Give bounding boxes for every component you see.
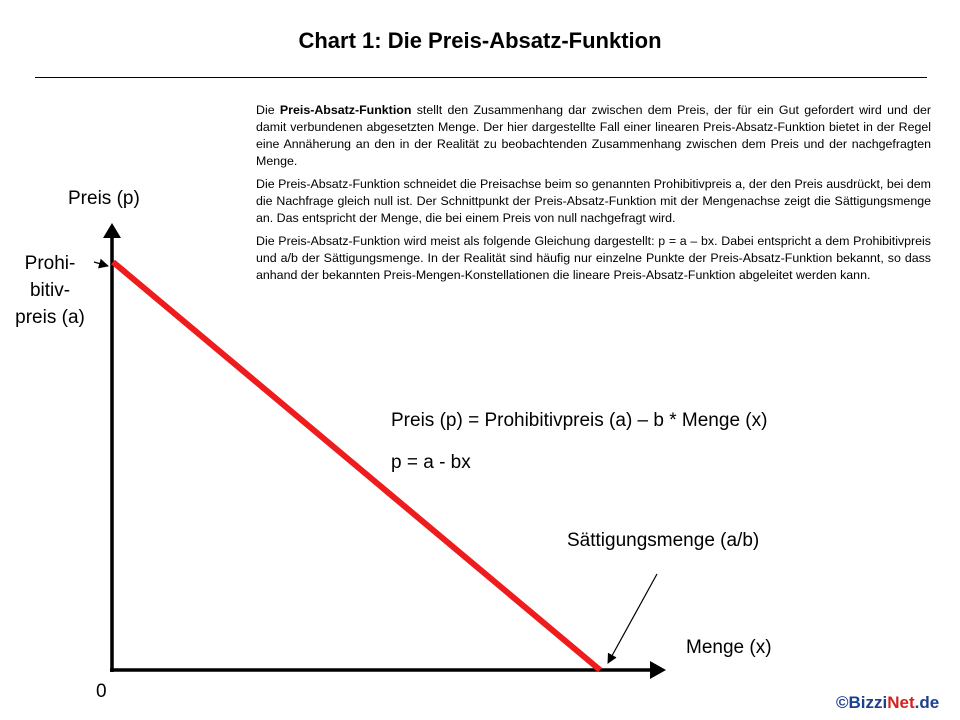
page-title: Chart 1: Die Preis-Absatz-Funktion — [298, 28, 662, 53]
description-p1-bold-term: Preis-Absatz-Funktion — [279, 103, 412, 117]
logo-copyright: © — [836, 693, 849, 712]
logo-part-bizzi: Bizzi — [848, 693, 888, 712]
formula-verbal: Preis (p) = Prohibitivpreis (a) – b * Menge (x) — [391, 410, 768, 431]
logo-part-net: Net — [887, 693, 915, 712]
description-p1-start: Die — [256, 103, 280, 117]
origin-label: 0 — [96, 681, 107, 702]
saturation-label: Sättigungsmenge (a/b) — [567, 530, 760, 551]
saturation-pointer — [608, 574, 657, 663]
prohibitive-price-pointer — [94, 262, 108, 266]
logo-part-de: .de — [914, 693, 940, 712]
formula-block — [391, 410, 767, 494]
formula-symbolic: p = a - bx — [391, 452, 471, 473]
description-p1-rest: stellt den Zusammenhang dar zwischen dem Preis, der für ein Gut gefordert wird und der damit verbundenen abgesetzten Menge. Der hier dargestellte Fall einer linearen Preis-Absatz-Funktion bietet in der Regel eine Annäherung an den in der Realität zu beobachtenden Zusammenhang zwischen dem Preis und der nachgefragten Menge. — [256, 103, 931, 168]
prohibitive-price-line-1: Prohi- — [24, 253, 76, 274]
prohibitive-price-line-3: preis (a) — [15, 307, 85, 328]
bizzinet-logo — [836, 693, 939, 713]
x-axis-label: Menge (x) — [686, 637, 772, 658]
x-axis-arrowhead — [650, 661, 666, 679]
prohibitive-price-line-2: bitiv- — [29, 280, 71, 301]
y-axis-arrowhead — [103, 223, 121, 238]
prohibitive-price-label — [4, 250, 96, 331]
description-paragraph-2: Die Preis-Absatz-Funktion schneidet die Preisachse beim so genannten Prohibitivpreis a, der den Preis ausdrückt, bei dem die Nachfrage gleich null ist. Der Schnittpunkt der Preis-Absatz-Funktion mit der Mengenachse zeigt die Sättigungsmenge an. Das entspricht der Menge, die bei einem Preis von null nachgefragt wird. — [256, 177, 931, 225]
description-paragraph-3: Die Preis-Absatz-Funktion wird meist als folgende Gleichung dargestellt: p = a – bx. Dabei entspricht a dem Prohibitivpreis und a/b der Sättigungsmenge. In der Realität sind häufig nur einzelne Punkte der Preis-Absatz-Funktion bekannt, so dass anhand der bekannten Preis-Mengen-Konstellationen die lineare Preis-Absatz-Funktion abgeleitet werden kann. — [256, 234, 931, 282]
y-axis-label: Preis (p) — [68, 188, 140, 209]
